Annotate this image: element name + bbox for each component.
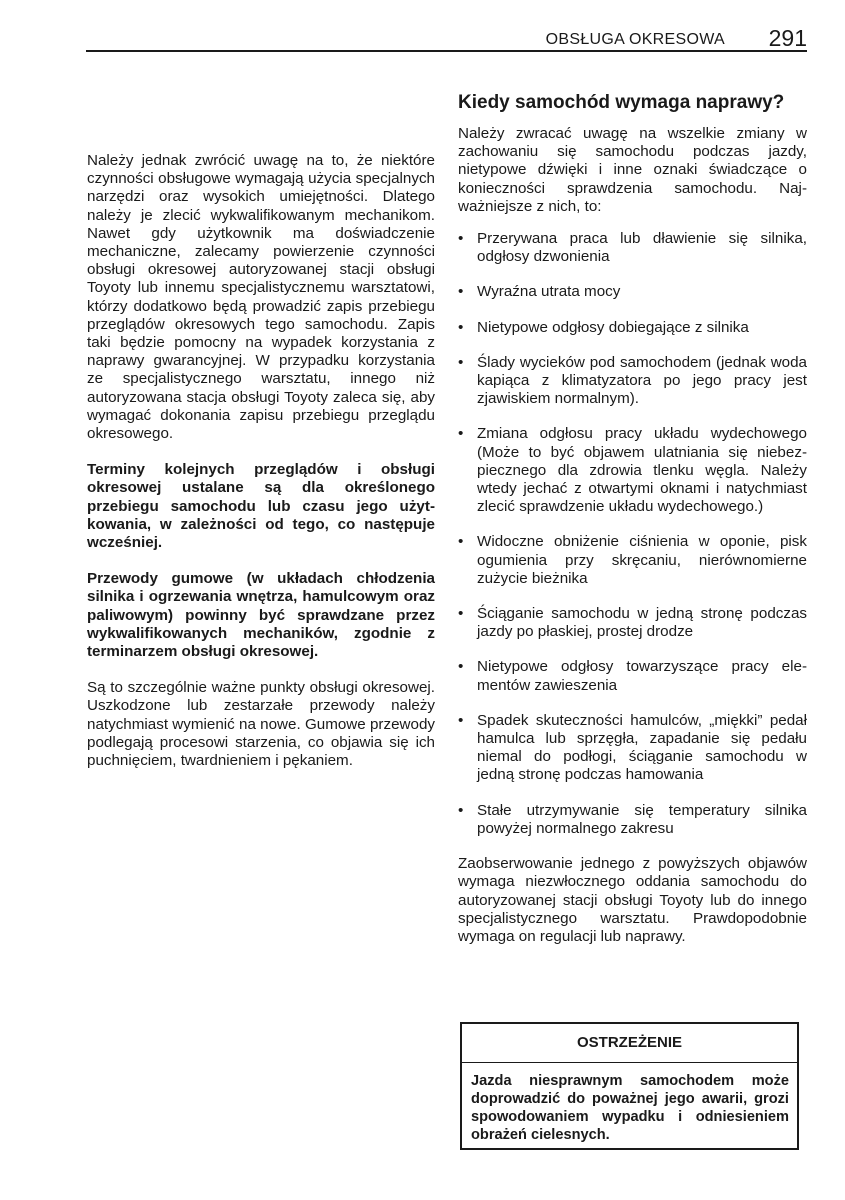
list-item-text: Nietypowe odgłosy towarzyszące pracy elementów zawieszenia — [477, 658, 807, 694]
bullet-icon: • — [458, 605, 464, 623]
bullet-icon: • — [458, 353, 464, 371]
list-item — [458, 533, 807, 588]
list-item-text: Ślady wycieków pod samochodem (jednak woda kapiąca z klimatyzatora po jego pracy jest zjawiskiem normalnym). — [477, 353, 807, 408]
outro-paragraph: Zaobserwowanie jednego z powyższych objawów wymaga niezwłocznego oddania samochodu do autoryzowanej stacji obsługi Toyoty lub do innego specjalistycznego warsztatu. Prawdopodobnie wymaga on regulacji lub naprawy. — [458, 855, 807, 945]
bullet-icon: • — [458, 283, 464, 301]
bullet-icon: • — [458, 711, 464, 729]
bullet-icon: • — [458, 533, 464, 551]
list-item — [458, 425, 807, 516]
list-item-text: Wyraźna utrata mocy — [477, 283, 621, 301]
bullet-icon: • — [458, 230, 464, 248]
list-item — [458, 319, 807, 337]
warning-box — [460, 1022, 799, 1150]
list-item — [458, 605, 807, 641]
intro-paragraph: Należy zwracać uwagę na wszelkie zmiany w zachowaniu się samochodu podczas jazdy, nietypowe dźwięki i inne oznaki świadczące o konieczności sprawdzenia samochodu. Najważniejsze z nich, to: — [458, 125, 807, 215]
bullet-icon: • — [458, 801, 464, 819]
header-title: OBSŁUGA OKRESOWA — [545, 31, 725, 48]
list-item-text: Ściąganie samochodu w jedną stronę podczas jazdy po płaskiej, prostej drodze — [477, 605, 807, 641]
header-rule — [86, 50, 807, 52]
paragraph-rubber-hoses: Przewody gumowe (w układach chłodzenia silnika i ogrzewania wnętrza, hamulcowym oraz paliwowym) powinny być sprawdzane przez wykwalifikowanych mechaników, zgodnie z terminarzem obsługi okresowej. — [87, 570, 435, 661]
bullet-icon: • — [458, 658, 464, 676]
list-item — [458, 354, 807, 409]
list-item-text: Stałe utrzymywanie się temperatury silnika powyżej normalnego zakresu — [477, 801, 807, 837]
list-item-text: Spadek skuteczności hamulców, „miękki” pedał hamulca lub sprzęgła, zapadanie się pedału niemal do podłogi, ściąganie samochodu w jedną stronę podczas hamowania — [477, 711, 807, 784]
paragraph-service-intervals: Terminy kolejnych przeglądów i obsługi okresowej ustalane są dla określonego przebiegu samochodu lub czasu jego użytkowania, w zależności od tego, co następuje wcześniej. — [87, 461, 435, 552]
list-item-text: Widoczne obniżenie ciśnienia w oponie, pisk ogumienia przy skręcaniu, nierównomierne zużycie bieżnika — [477, 533, 807, 587]
symptom-list — [458, 230, 807, 838]
list-item — [458, 712, 807, 785]
left-column — [87, 152, 435, 770]
list-item — [458, 658, 807, 694]
list-item — [458, 283, 807, 301]
bullet-icon: • — [458, 318, 464, 336]
warning-title: OSTRZEŻENIE — [462, 1024, 797, 1063]
right-column — [458, 91, 807, 946]
list-item — [458, 230, 807, 266]
list-item-text: Nietypowe odgłosy dobiegające z silnika — [477, 318, 749, 336]
warning-text: Jazda niesprawnym samochodem może doprowadzić do poważnej jego awarii, grozi spowodowaniem wypadku i odniesieniem obrażeń cielesnych. — [471, 1073, 789, 1143]
bullet-icon: • — [458, 425, 464, 443]
list-item-text: Zmiana odgłosu pracy układu wydechowego (Może to być objawem ulatniania się niebezpiecznego dla zdrowia tlenku węgla. Należy wtedy jechać z otwartymi oknami i natychmiast zlecić sprawdzenie układu wydechowego.) — [477, 425, 807, 516]
paragraph-tools-notice: Należy jednak zwrócić uwagę na to, że niektóre czynności obsługowe wymagają użycia specjalnych narzędzi oraz wysokich umiejętności. Dlatego należy je zlecić wykwalifikowanym mechanikom. Nawet gdy użytkownik ma doświadczenie mechaniczne, zalecamy powierzenie czynności obsługi okresowej autoryzowanej stacji obsługi Toyoty lub innemu specjalistycznemu warsztatowi, którzy dodatkowo będą prowadzić zapis przebiegu przeglądów okresowych tego samochodu. Zapis taki będzie pomocny na wypadek korzystania z naprawy gwarancyjnej. W przypadku korzystania ze specjalistycznego warsztatu, innego niż autoryzowana stacja obsługi Toyoty zaleca się, aby wymagać dokonania zapisu przebiegu przeglądu okresowego. — [87, 152, 435, 443]
paragraph-hose-aging: Są to szczególnie ważne punkty obsługi okresowej. Uszkodzone lub zestarzałe przewody należy natychmiast wymienić na nowe. Gumowe przewody podlegają procesowi starzenia, co objawia się ich puchnięciem, twardnieniem i pękaniem. — [87, 679, 435, 770]
section-heading: Kiedy samochód wymaga naprawy? — [458, 92, 785, 113]
page-number: 291 — [768, 25, 807, 51]
list-item-text: Przerywana praca lub dławienie się silnika, odgłosy dzwonienia — [477, 230, 807, 266]
list-item — [458, 802, 807, 838]
